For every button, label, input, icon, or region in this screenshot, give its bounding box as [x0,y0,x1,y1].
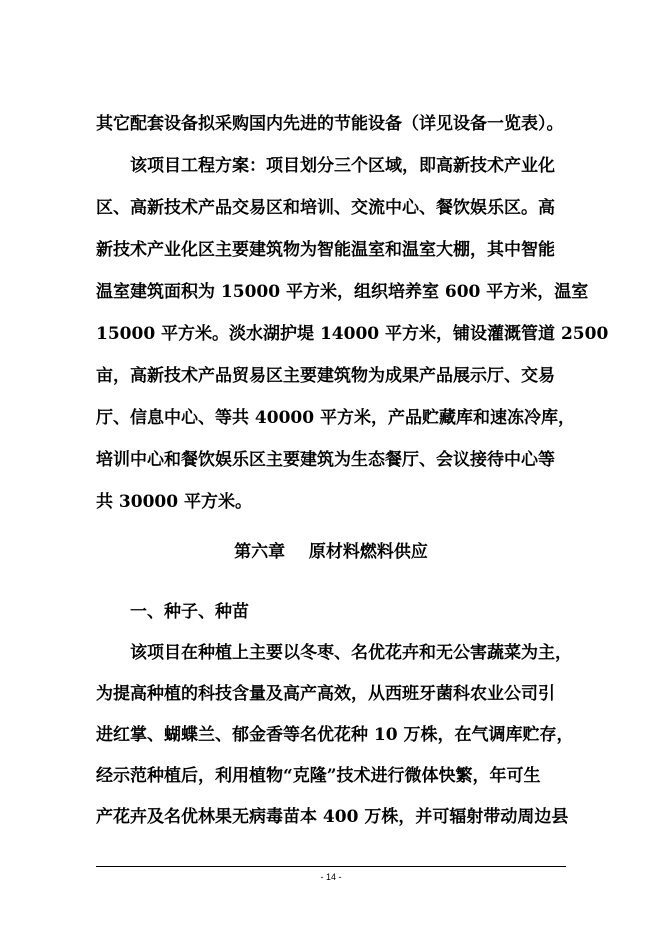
body-text-line: 该项目工程方案：项目划分三个区域，即高新技术产业化 [130,156,555,176]
body-text-line: 共 30000 平方米。 [96,492,252,512]
section-title: 一、种子、种苗 [130,602,249,622]
body-text-line: 其它配套设备拟采购国内先进的节能设备（详见设备一览表）。 [96,114,564,134]
body-text-line: 亩，高新技术产品贸易区主要建筑物为成果产品展示厅、交易 [96,366,555,386]
body-text-line: 新技术产业化区主要建筑物为智能温室和温室大棚，其中智能 [96,240,555,260]
body-text-line: 区、高新技术产品交易区和培训、交流中心、餐饮娱乐区。高 [96,198,555,218]
body-text-line: 厅、信息中心、等共 40000 平方米，产品贮藏库和速冻冷库， [96,408,575,428]
body-text-line: 为提高种植的科技含量及高产高效，从西班牙菌科农业公司引 [96,684,555,704]
body-text-line: 经示范种植后，利用植物“克隆”技术进行微体快繁，年可生 [96,766,541,786]
body-text-line: 产花卉及名优林果无病毒苗本 400 万株，并可辐射带动周边县 [96,807,569,827]
body-text-line: 15000 平方米。淡水湖护堤 14000 平方米，铺设灌溉管道 2500 [96,324,609,344]
body-text-line: 培训中心和餐饮娱乐区主要建筑为生态餐厅、会议接待中心等 [96,450,555,470]
body-text-line: 该项目在种植上主要以冬枣、名优花卉和无公害蔬菜为主， [130,643,572,663]
body-text-line: 温室建筑面积为 15000 平方米，组织培养室 600 平方米，温室 [96,282,589,302]
footer-divider [96,866,566,867]
body-text-line: 进红掌、蝴蝶兰、郁金香等名优花种 10 万株，在气调库贮存， [96,725,574,745]
chapter-title: 第六章 原材料燃料供应 [234,542,428,562]
page-number: - 14 - [320,872,342,882]
